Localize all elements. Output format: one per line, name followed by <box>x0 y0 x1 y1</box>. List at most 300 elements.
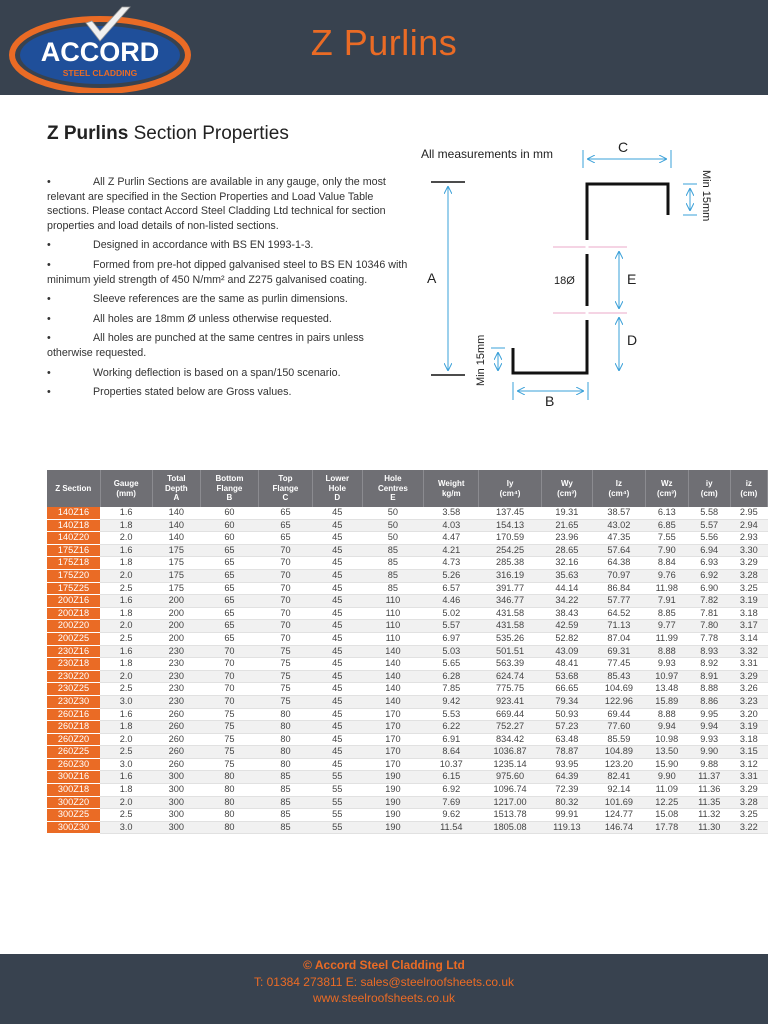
page-footer <box>0 954 768 1024</box>
section-code-cell: 140Z16 <box>47 507 100 519</box>
table-header-cell <box>593 470 646 507</box>
table-cell: 70 <box>200 645 258 658</box>
table-cell: 300 <box>152 796 200 809</box>
table-cell: 85 <box>362 582 423 595</box>
table-cell: 170 <box>362 746 423 759</box>
table-cell: 43.02 <box>593 519 646 532</box>
section-code-cell: 175Z25 <box>47 582 100 595</box>
table-cell: 13.48 <box>645 683 688 696</box>
table-cell: 5.02 <box>424 607 479 620</box>
table-cell: 190 <box>362 809 423 822</box>
table-row <box>47 809 768 822</box>
table-cell: 75 <box>258 658 312 671</box>
table-cell: 535.26 <box>479 632 541 645</box>
bullet-list <box>47 175 412 405</box>
table-cell: 64.52 <box>593 607 646 620</box>
table-cell: 124.77 <box>593 809 646 822</box>
logo-subtext: STEEL CLADDING <box>62 68 138 78</box>
table-header-row <box>47 470 768 507</box>
table-cell: 300 <box>152 784 200 797</box>
table-cell: 45 <box>312 582 362 595</box>
dimension-b-label: B <box>545 393 555 409</box>
table-cell: 1217.00 <box>479 796 541 809</box>
section-code-cell: 300Z30 <box>47 821 100 834</box>
table-cell: 43.09 <box>541 645 592 658</box>
table-body <box>47 507 768 834</box>
header-text: Iz <box>615 478 623 488</box>
table-cell: 190 <box>362 796 423 809</box>
table-cell: 140 <box>362 658 423 671</box>
table-cell: 110 <box>362 607 423 620</box>
bullet-dot: • <box>47 386 51 399</box>
table-cell: 8.92 <box>688 658 730 671</box>
table-cell: 624.74 <box>479 670 541 683</box>
table-cell: 7.85 <box>424 683 479 696</box>
table-cell: 1513.78 <box>479 809 541 822</box>
table-cell: 3.32 <box>730 645 767 658</box>
table-cell: 60 <box>200 532 258 545</box>
table-cell: 122.96 <box>593 695 646 708</box>
table-cell: 45 <box>312 721 362 734</box>
table-cell: 834.42 <box>479 733 541 746</box>
table-cell: 8.84 <box>645 557 688 570</box>
table-cell: 1.8 <box>100 721 152 734</box>
table-cell: 3.0 <box>100 758 152 771</box>
footer-website[interactable]: www.steelroofsheets.co.uk <box>312 991 456 1005</box>
table-cell: 65 <box>200 607 258 620</box>
table-cell: 3.20 <box>730 708 767 721</box>
table-cell: 21.65 <box>541 519 592 532</box>
section-code-cell: 140Z20 <box>47 532 100 545</box>
header-text: (cm) <box>740 488 758 498</box>
table-cell: 2.0 <box>100 569 152 582</box>
table-cell: 3.28 <box>730 796 767 809</box>
table-cell: 80 <box>200 809 258 822</box>
bullet-text: All Z Purlin Sections are available in any gauge, only the most relevant are specified in the Section Properties and Load Value Table sections. Please contact Accord Steel Cladding Ltd technical for section properties and load details of non-listed sections. <box>47 176 386 232</box>
header-text: Weight <box>438 478 465 488</box>
table-cell: 80 <box>258 721 312 734</box>
table-cell: 9.77 <box>645 620 688 633</box>
table-cell: 65 <box>200 620 258 633</box>
section-code-cell: 200Z20 <box>47 620 100 633</box>
table-cell: 11.30 <box>688 821 730 834</box>
table-cell: 80 <box>200 796 258 809</box>
table-cell: 9.42 <box>424 695 479 708</box>
section-code-cell: 200Z25 <box>47 632 100 645</box>
table-cell: 65 <box>200 582 258 595</box>
table-cell: 3.19 <box>730 721 767 734</box>
table-cell: 3.0 <box>100 695 152 708</box>
table-cell: 5.56 <box>688 532 730 545</box>
table-cell: 1.6 <box>100 544 152 557</box>
table-cell: 260 <box>152 733 200 746</box>
table-cell: 3.0 <box>100 821 152 834</box>
min-lip-top-label: Min 15mm <box>700 170 712 222</box>
footer-contact: T: 01384 273811 E: sales@steelroofsheets.co.uk <box>253 975 515 989</box>
table-cell: 5.57 <box>424 620 479 633</box>
table-cell: 70 <box>258 544 312 557</box>
table-cell: 2.0 <box>100 532 152 545</box>
table-cell: 6.85 <box>645 519 688 532</box>
table-cell: 47.35 <box>593 532 646 545</box>
header-text: Bottom <box>215 474 244 484</box>
header-text: D <box>334 493 341 503</box>
list-item <box>47 366 412 381</box>
table-cell: 1.6 <box>100 645 152 658</box>
table-cell: 300 <box>152 771 200 784</box>
table-cell: 85 <box>258 784 312 797</box>
section-code-cell: 300Z18 <box>47 784 100 797</box>
table-cell: 77.60 <box>593 721 646 734</box>
table-cell: 10.98 <box>645 733 688 746</box>
table-cell: 65 <box>258 519 312 532</box>
table-row <box>47 746 768 759</box>
table-cell: 5.58 <box>688 507 730 519</box>
table-cell: 6.92 <box>688 569 730 582</box>
table-cell: 6.15 <box>424 771 479 784</box>
bullet-text: Designed in accordance with BS EN 1993-1-3. <box>93 239 314 252</box>
table-cell: 3.31 <box>730 771 767 784</box>
list-item <box>47 238 412 253</box>
table-cell: 57.23 <box>541 721 592 734</box>
table-cell: 12.25 <box>645 796 688 809</box>
table-cell: 254.25 <box>479 544 541 557</box>
table-cell: 7.55 <box>645 532 688 545</box>
table-cell: 45 <box>312 519 362 532</box>
table-row <box>47 695 768 708</box>
table-cell: 9.94 <box>688 721 730 734</box>
z-section-diagram <box>415 132 725 412</box>
table-cell: 15.08 <box>645 809 688 822</box>
table-cell: 55 <box>312 809 362 822</box>
table-cell: 7.69 <box>424 796 479 809</box>
table-cell: 154.13 <box>479 519 541 532</box>
section-code-cell: 260Z25 <box>47 746 100 759</box>
table-cell: 93.95 <box>541 758 592 771</box>
table-cell: 140 <box>152 519 200 532</box>
dimension-a-label: A <box>427 270 437 286</box>
table-row <box>47 721 768 734</box>
header-text: C <box>282 493 289 503</box>
table-cell: 230 <box>152 658 200 671</box>
section-code-cell: 260Z30 <box>47 758 100 771</box>
table-cell: 6.28 <box>424 670 479 683</box>
table-cell: 140 <box>362 695 423 708</box>
table-cell: 55 <box>312 796 362 809</box>
table-cell: 45 <box>312 544 362 557</box>
table-cell: 50 <box>362 507 423 519</box>
section-code-cell: 300Z20 <box>47 796 100 809</box>
table-cell: 11.54 <box>424 821 479 834</box>
table-cell: 2.0 <box>100 796 152 809</box>
bullet-dot: • <box>47 258 51 271</box>
table-cell: 3.29 <box>730 784 767 797</box>
table-cell: 9.88 <box>688 758 730 771</box>
header-text: (cm⁴) <box>499 488 521 498</box>
table-cell: 1.8 <box>100 784 152 797</box>
table-cell: 50.93 <box>541 708 592 721</box>
table-cell: 11.35 <box>688 796 730 809</box>
table-cell: 75 <box>200 708 258 721</box>
table-cell: 80 <box>258 733 312 746</box>
table-cell: 80 <box>258 708 312 721</box>
table-cell: 110 <box>362 620 423 633</box>
table-cell: 87.04 <box>593 632 646 645</box>
table-cell: 1.6 <box>100 595 152 608</box>
table-cell: 104.69 <box>593 683 646 696</box>
table-cell: 1.6 <box>100 771 152 784</box>
header-text: Gauge <box>113 478 139 488</box>
table-cell: 77.45 <box>593 658 646 671</box>
table-cell: 190 <box>362 821 423 834</box>
page-title: Z Purlins <box>310 22 458 63</box>
header-text: Top <box>278 474 293 484</box>
table-cell: 431.58 <box>479 607 541 620</box>
table-cell: 45 <box>312 695 362 708</box>
table-cell: 3.17 <box>730 620 767 633</box>
table-cell: 72.39 <box>541 784 592 797</box>
table-cell: 3.58 <box>424 507 479 519</box>
bullet-text: All holes are punched at the same centres in pairs unless otherwise requested. <box>47 332 364 359</box>
table-cell: 8.93 <box>688 645 730 658</box>
table-cell: 42.59 <box>541 620 592 633</box>
table-cell: 3.14 <box>730 632 767 645</box>
table-row <box>47 784 768 797</box>
table-cell: 6.22 <box>424 721 479 734</box>
table-cell: 52.82 <box>541 632 592 645</box>
table-cell: 69.44 <box>593 708 646 721</box>
table-cell: 9.93 <box>645 658 688 671</box>
header-text: Wy <box>560 478 573 488</box>
table-row <box>47 569 768 582</box>
table-cell: 190 <box>362 771 423 784</box>
table-cell: 17.78 <box>645 821 688 834</box>
table-cell: 6.13 <box>645 507 688 519</box>
section-code-cell: 175Z18 <box>47 557 100 570</box>
table-cell: 64.38 <box>593 557 646 570</box>
table-cell: 85 <box>362 544 423 557</box>
section-code-cell: 260Z18 <box>47 721 100 734</box>
table-header-cell <box>541 470 592 507</box>
section-title <box>47 123 289 145</box>
header-text: Flange <box>216 483 243 493</box>
table-cell: 28.65 <box>541 544 592 557</box>
table-cell: 45 <box>312 658 362 671</box>
header-text: A <box>173 493 180 503</box>
table-cell: 391.77 <box>479 582 541 595</box>
table-cell: 8.85 <box>645 607 688 620</box>
table-row <box>47 544 768 557</box>
table-cell: 38.57 <box>593 507 646 519</box>
table-cell: 775.75 <box>479 683 541 696</box>
table-cell: 140 <box>362 683 423 696</box>
table-header-cell <box>479 470 541 507</box>
table-cell: 57.64 <box>593 544 646 557</box>
table-row <box>47 796 768 809</box>
section-code-cell: 140Z18 <box>47 519 100 532</box>
table-cell: 75 <box>258 670 312 683</box>
table-cell: 923.41 <box>479 695 541 708</box>
table-cell: 55 <box>312 821 362 834</box>
table-cell: 75 <box>200 721 258 734</box>
header-text: Total <box>167 474 186 484</box>
header-text: Lower <box>325 474 350 484</box>
dimension-e-label: E <box>627 271 637 287</box>
table-cell: 9.94 <box>645 721 688 734</box>
table-cell: 3.18 <box>730 733 767 746</box>
table-header-cell <box>100 470 152 507</box>
bullet-text: Sleeve references are the same as purlin dimensions. <box>93 293 348 306</box>
table-cell: 563.39 <box>479 658 541 671</box>
section-code-cell: 260Z16 <box>47 708 100 721</box>
table-header-cell <box>152 470 200 507</box>
table-cell: 45 <box>312 746 362 759</box>
table-cell: 110 <box>362 632 423 645</box>
table-cell: 75 <box>258 683 312 696</box>
table-row <box>47 620 768 633</box>
section-title-bold: Z Purlins <box>47 123 129 144</box>
table-cell: 71.13 <box>593 620 646 633</box>
table-cell: 7.90 <box>645 544 688 557</box>
section-code-cell: 230Z16 <box>47 645 100 658</box>
table-cell: 85 <box>362 569 423 582</box>
table-cell: 75 <box>200 733 258 746</box>
table-cell: 230 <box>152 645 200 658</box>
table-header-cell <box>730 470 767 507</box>
table-cell: 9.93 <box>688 733 730 746</box>
header-text: (cm³) <box>657 488 677 498</box>
table-cell: 3.30 <box>730 544 767 557</box>
table-cell: 11.32 <box>688 809 730 822</box>
table-header-cell <box>645 470 688 507</box>
section-code-cell: 200Z18 <box>47 607 100 620</box>
table-cell: 65 <box>200 557 258 570</box>
header-text: iz <box>745 478 752 488</box>
list-item <box>47 175 412 233</box>
table-cell: 85.43 <box>593 670 646 683</box>
table-cell: 316.19 <box>479 569 541 582</box>
table-cell: 7.78 <box>688 632 730 645</box>
table-cell: 8.88 <box>688 683 730 696</box>
table-cell: 70 <box>200 683 258 696</box>
table-cell: 82.41 <box>593 771 646 784</box>
header-text: Centres <box>378 483 408 493</box>
section-code-cell: 230Z25 <box>47 683 100 696</box>
table-cell: 140 <box>362 670 423 683</box>
table-cell: 200 <box>152 632 200 645</box>
table-header-cell <box>688 470 730 507</box>
table-cell: 10.97 <box>645 670 688 683</box>
table-cell: 85 <box>258 809 312 822</box>
table-row <box>47 557 768 570</box>
table-cell: 70 <box>258 620 312 633</box>
table-cell: 3.19 <box>730 595 767 608</box>
table-cell: 85 <box>258 796 312 809</box>
table-cell: 1.8 <box>100 557 152 570</box>
bullet-text: All holes are 18mm Ø unless otherwise requested. <box>93 312 332 325</box>
bullet-dot: • <box>47 332 51 345</box>
table-cell: 45 <box>312 645 362 658</box>
table-cell: 123.20 <box>593 758 646 771</box>
table-row <box>47 733 768 746</box>
table-cell: 11.09 <box>645 784 688 797</box>
table-cell: 170 <box>362 721 423 734</box>
section-code-cell: 230Z18 <box>47 658 100 671</box>
table-cell: 70 <box>258 595 312 608</box>
table-cell: 9.62 <box>424 809 479 822</box>
table-row <box>47 758 768 771</box>
table-cell: 65 <box>200 595 258 608</box>
table-cell: 9.76 <box>645 569 688 582</box>
header-text: Wz <box>661 478 673 488</box>
header-text: (mm) <box>116 488 136 498</box>
table-cell: 2.5 <box>100 683 152 696</box>
table-cell: 92.14 <box>593 784 646 797</box>
table-cell: 4.21 <box>424 544 479 557</box>
table-cell: 35.63 <box>541 569 592 582</box>
header-text: Hole <box>384 474 402 484</box>
bullet-dot: • <box>47 366 51 379</box>
table-cell: 5.57 <box>688 519 730 532</box>
table-cell: 86.84 <box>593 582 646 595</box>
table-cell: 70 <box>200 670 258 683</box>
table-cell: 2.5 <box>100 809 152 822</box>
table-cell: 65 <box>200 569 258 582</box>
table-cell: 45 <box>312 595 362 608</box>
table-cell: 1805.08 <box>479 821 541 834</box>
table-cell: 230 <box>152 670 200 683</box>
table-cell: 8.88 <box>645 708 688 721</box>
table-cell: 2.0 <box>100 620 152 633</box>
table-cell: 140 <box>362 645 423 658</box>
table-cell: 55 <box>312 771 362 784</box>
table-cell: 78.87 <box>541 746 592 759</box>
table-cell: 2.0 <box>100 733 152 746</box>
table-cell: 66.65 <box>541 683 592 696</box>
table-cell: 45 <box>312 569 362 582</box>
table-cell: 11.98 <box>645 582 688 595</box>
purlin-profile <box>513 184 668 373</box>
table-cell: 13.50 <box>645 746 688 759</box>
table-cell: 5.65 <box>424 658 479 671</box>
table-cell: 8.86 <box>688 695 730 708</box>
table-row <box>47 771 768 784</box>
table-cell: 4.73 <box>424 557 479 570</box>
table-row <box>47 595 768 608</box>
table-cell: 9.90 <box>645 771 688 784</box>
table-cell: 60 <box>200 519 258 532</box>
table-cell: 2.5 <box>100 582 152 595</box>
header-text: Iy <box>506 478 514 488</box>
table-cell: 48.41 <box>541 658 592 671</box>
table-cell: 85.59 <box>593 733 646 746</box>
bullet-dot: • <box>47 176 51 188</box>
table-cell: 85 <box>362 557 423 570</box>
table-cell: 80 <box>200 771 258 784</box>
table-cell: 190 <box>362 784 423 797</box>
table-cell: 65 <box>258 507 312 519</box>
table-cell: 50 <box>362 519 423 532</box>
section-properties-table <box>47 470 768 834</box>
section-code-cell: 260Z20 <box>47 733 100 746</box>
table-cell: 260 <box>152 746 200 759</box>
section-code-cell: 175Z16 <box>47 544 100 557</box>
table-cell: 260 <box>152 721 200 734</box>
page-header <box>0 0 768 95</box>
table-cell: 70 <box>200 658 258 671</box>
table-cell: 3.18 <box>730 607 767 620</box>
table-cell: 3.15 <box>730 746 767 759</box>
